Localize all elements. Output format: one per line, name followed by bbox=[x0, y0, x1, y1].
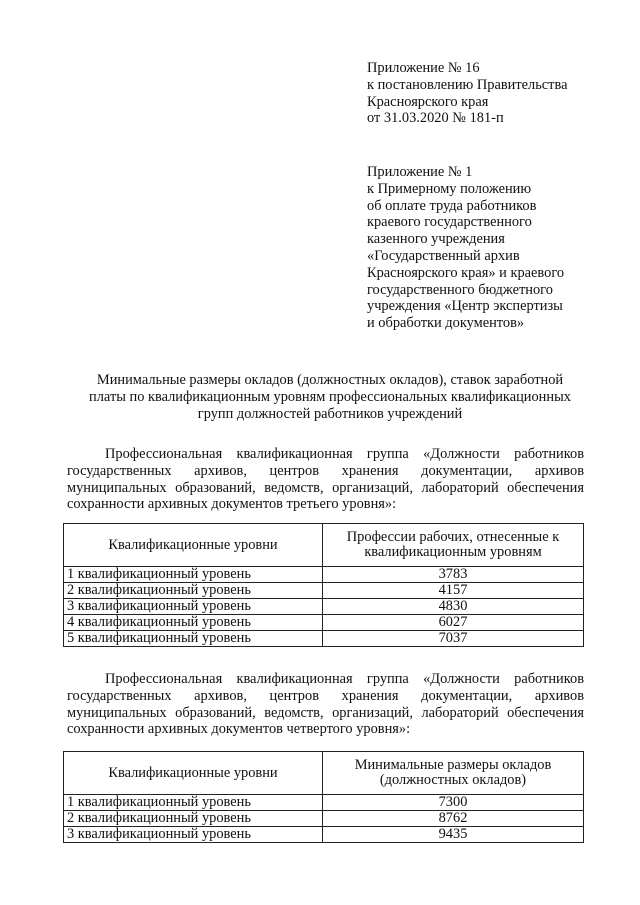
title-line: групп должностей работников учреждений bbox=[197, 406, 463, 422]
approval-line: Приложение № 1 bbox=[367, 164, 473, 180]
value-cell: 9435 bbox=[323, 827, 584, 843]
table-row bbox=[64, 583, 584, 599]
approval-line: «Государственный архив bbox=[367, 247, 520, 264]
approval-line: об оплате труда работников bbox=[367, 197, 537, 214]
value-cell: 3783 bbox=[323, 567, 584, 583]
group-2-table bbox=[63, 751, 584, 843]
group-2-description: Профессиональная квалификационная группа «Должности работников государственных архивов, центров хранения документации, архивов муниципальных образований, ведомств, организаций, лабораторий обеспечения сохранности архивных документов четвертого уровня»: bbox=[67, 671, 584, 738]
table-row bbox=[64, 615, 584, 631]
level-cell: 1 квалификационный уровень bbox=[64, 795, 323, 811]
table-row bbox=[64, 795, 584, 811]
table-row bbox=[64, 811, 584, 827]
table-row bbox=[64, 631, 584, 647]
value-cell: 4157 bbox=[323, 583, 584, 599]
table-row bbox=[64, 567, 584, 583]
header-values: Профессии рабочих, отнесенные к квалификационным уровням bbox=[323, 524, 584, 567]
approval-block-1 bbox=[367, 60, 567, 127]
level-cell: 4 квалификационный уровень bbox=[64, 615, 323, 631]
title-line: платы по квалификационным уровням профессиональных квалификационных bbox=[89, 389, 571, 405]
table-header-row bbox=[64, 524, 584, 567]
group-1-description: Профессиональная квалификационная группа «Должности работников государственных архивов, центров хранения документации, архивов муниципальных образований, ведомств, организаций, лабораторий обеспечения сохранности архивных документов третьего уровня»: bbox=[67, 446, 584, 513]
approval-line: учреждения «Центр экспертизы bbox=[367, 298, 563, 315]
approval-line: Приложение № 16 bbox=[367, 60, 480, 76]
group-1-table bbox=[63, 523, 584, 647]
level-cell: 2 квалификационный уровень bbox=[64, 811, 323, 827]
level-cell: 3 квалификационный уровень bbox=[64, 599, 323, 615]
approval-line: к постановлению Правительства bbox=[367, 76, 568, 93]
value-cell: 7300 bbox=[323, 795, 584, 811]
header-values: Минимальные размеры окладов (должностных окладов) bbox=[323, 752, 584, 795]
level-cell: 1 квалификационный уровень bbox=[64, 567, 323, 583]
table-header-row bbox=[64, 752, 584, 795]
approval-line: и обработки документов» bbox=[367, 315, 525, 332]
approval-line: от 31.03.2020 № 181-п bbox=[367, 110, 504, 127]
value-cell: 6027 bbox=[323, 615, 584, 631]
approval-block-2 bbox=[367, 164, 564, 332]
approval-line: Красноярского края bbox=[367, 93, 489, 110]
table-row bbox=[64, 827, 584, 843]
level-cell: 5 квалификационный уровень bbox=[64, 631, 323, 647]
level-cell: 3 квалификационный уровень bbox=[64, 827, 323, 843]
title-line: Минимальные размеры окладов (должностных окладов), ставок заработной bbox=[96, 372, 564, 388]
approval-line: краевого государственного bbox=[367, 214, 532, 231]
value-cell: 4830 bbox=[323, 599, 584, 615]
document-title bbox=[70, 372, 590, 423]
approval-line: к Примерному положению bbox=[367, 180, 532, 197]
level-cell: 2 квалификационный уровень bbox=[64, 583, 323, 599]
header-levels: Квалификационные уровни bbox=[64, 524, 323, 567]
approval-line: казенного учреждения bbox=[367, 231, 505, 248]
approval-line: Красноярского края» и краевого bbox=[367, 264, 565, 281]
value-cell: 7037 bbox=[323, 631, 584, 647]
table-row bbox=[64, 599, 584, 615]
value-cell: 8762 bbox=[323, 811, 584, 827]
approval-line: государственного бюджетного bbox=[367, 281, 553, 298]
header-levels: Квалификационные уровни bbox=[64, 752, 323, 795]
